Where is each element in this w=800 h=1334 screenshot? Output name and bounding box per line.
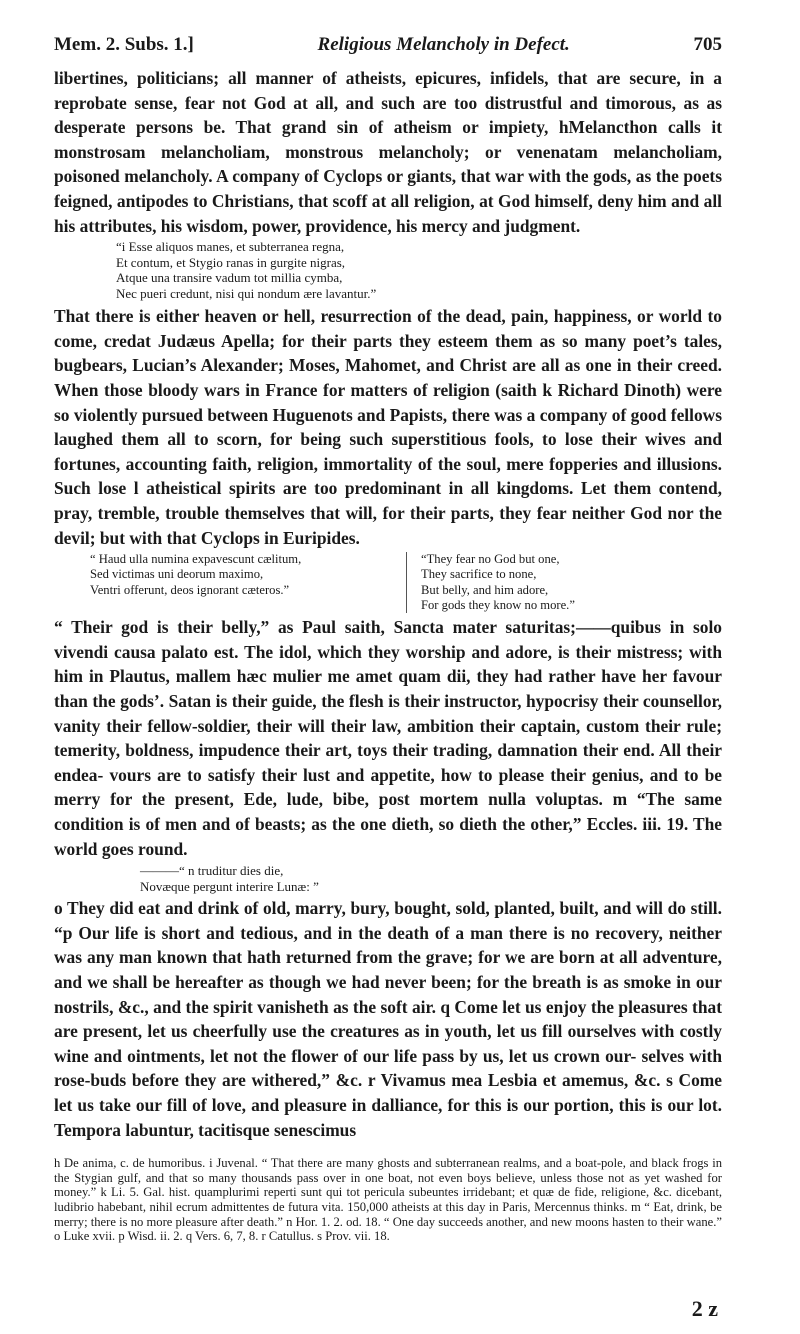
signature-mark: 2 z <box>691 1296 718 1321</box>
page <box>54 34 722 1244</box>
verse-line: But belly, and him adore, <box>421 582 549 597</box>
footnotes: h De anima, c. de humoribus. i Juvenal. “ That there are many ghosts and subterranean realms, and a boat-pole, and black frogs in the Stygian gulf, and that so many thousands pass over in one boat, not even boys believe, unless those not as yet washed for money.” k Li. 5. Gal. hist. quamplurimi reperti sunt qui tot pericula subeuntes irridebant; et quæ de fide, religione, &c. dicebant, ludibrio habebant, nihil ecrum admittentes de futura vita. 150,000 atheists at this day in Paris, Mercennus thinks. m “ Eat, drink, be merry; there is no more pleasure after death.” n Hor. 1. 2. od. 18. “ One day succeeds another, and new moons hasten to their wane.” o Luke xvii. p Wisd. ii. 2. q Vers. 6, 7, 8. r Catullus. s Prov. vii. 18. <box>54 1156 722 1244</box>
body-text <box>54 66 722 1142</box>
paragraph-2: That there is either heaven or hell, resurrection of the dead, pain, happiness, or world to come, credat Judæus Apella; for their parts they esteem them as so many poet’s tales, bugbears, Lucian’s Alexander; Moses, Mahomet, and Christ are all as one in their creed. When those bloody wars in France for matters of religion (saith k Richard Dinoth) were so violently pursued between Huguenots and Papists, there was a company of good fellows laughed them all to scorn, for being such superstitious fools, to lose their wives and fortunes, accounting faith, religion, immortality of the soul, mere fopperies and illusions. Such lose l atheistical spirits are too predominant in all kingdoms. Let them contend, pray, tremble, trouble themselves that will, for their parts, they fear neither God nor the devil; but with that Cyclops in Euripides. <box>54 306 722 548</box>
verse-line: They sacrifice to none, <box>421 567 537 582</box>
cyclops-verse <box>90 552 722 613</box>
running-header <box>54 34 722 56</box>
verse-line: “ Haud ulla numina expavescunt cælitum, <box>90 552 302 567</box>
english-column <box>407 552 575 613</box>
verse-line: “i Esse aliquos manes, et subterranea regna, <box>116 239 345 255</box>
verse-line: Nec pueri credunt, nisi qui nondum ære lavantur.” <box>116 285 377 301</box>
verse-line: Atque una transire vadum tot millia cymba, <box>116 270 343 286</box>
verse-line: For gods they know no more.” <box>421 597 575 612</box>
latin-verse-3 <box>140 863 722 894</box>
verse-line: Ventri offerunt, deos ignorant cæteros.” <box>90 582 290 597</box>
page-number: 705 <box>693 34 722 55</box>
header-section: Mem. 2. Subs. 1.] <box>54 34 194 55</box>
latin-column <box>90 552 407 613</box>
verse-line: “They fear no God but one, <box>421 552 560 567</box>
paragraph-3: “ Their god is their belly,” as Paul saith, Sancta mater saturitas;——quibus in solo vivendi causa palato est. The idol, which they worship and adore, is their mistress; with him in Plautus, mallem hæc mulier me amet quam dii, they had rather have her favour than the gods’. Satan is their guide, the flesh is their instructor, hypocrisy their counsellor, vanity their fellow-soldier, their will their law, ambition their captain, custom their rule; temerity, boldness, impudence their art, toys their trading, damnation their end. All their endea- vours are to satisfy their lust and appetite, how to please their genius, and to be merry for the present, Ede, lude, bibe, post mortem nulla voluptas. m “The same condition is of men and of beasts; as the one dieth, so dieth the other,” Eccles. iii. 19. The world goes round. <box>54 617 722 859</box>
paragraph-4: o They did eat and drink of old, marry, bury, bought, sold, planted, built, and will do still. “p Our life is short and tedious, and in the death of a man there is no recovery, neither was any man known that hath returned from the grave; for we are born at all adventure, and we shall be hereafter as though we had never been; for the breath is as smoke in our nostrils, &c., and the spirit vanisheth as the soft air. q Come let us enjoy the pleasures that are present, let us cheerfully use the creatures as in youth, let us fill ourselves with costly wine and ointments, let not the flower of our life pass by us, let us crown our- selves with rose-buds before they are withered,” &c. r Vivamus mea Lesbia et amemus, &c. s Come let us take our fill of love, and pleasure in dalliance, for this is our portion, this is our lot. Tempora labuntur, tacitisque senescimus <box>54 898 722 1140</box>
verse-line: Et contum, et Stygio ranas in gurgite nigras, <box>116 254 346 270</box>
latin-verse-1 <box>116 239 722 301</box>
verse-line: ———“ n truditur dies die, <box>140 863 284 879</box>
verse-line: Novæque pergunt interire Lunæ: ” <box>140 878 319 894</box>
paragraph-1: libertines, politicians; all manner of atheists, epicures, infidels, that are secure, in a reprobate sense, fear not God at all, and such are too distrustful and timorous, as as desperate persons be. That grand sin of atheism or impiety, hMelancthon calls it monstrosam melancholiam, monstrous melancholy; or venenatam melancholiam, poisoned melancholy. A company of Cyclops or giants, that war with the gods, as the poets feigned, antipodes to Christians, that scoff at all religion, at God himself, deny him and all his attributes, his wisdom, power, providence, his mercy and judgment. <box>54 68 722 236</box>
verse-line: Sed victimas uni deorum maximo, <box>90 567 264 582</box>
header-title: Religious Melancholy in Defect. <box>317 34 570 55</box>
